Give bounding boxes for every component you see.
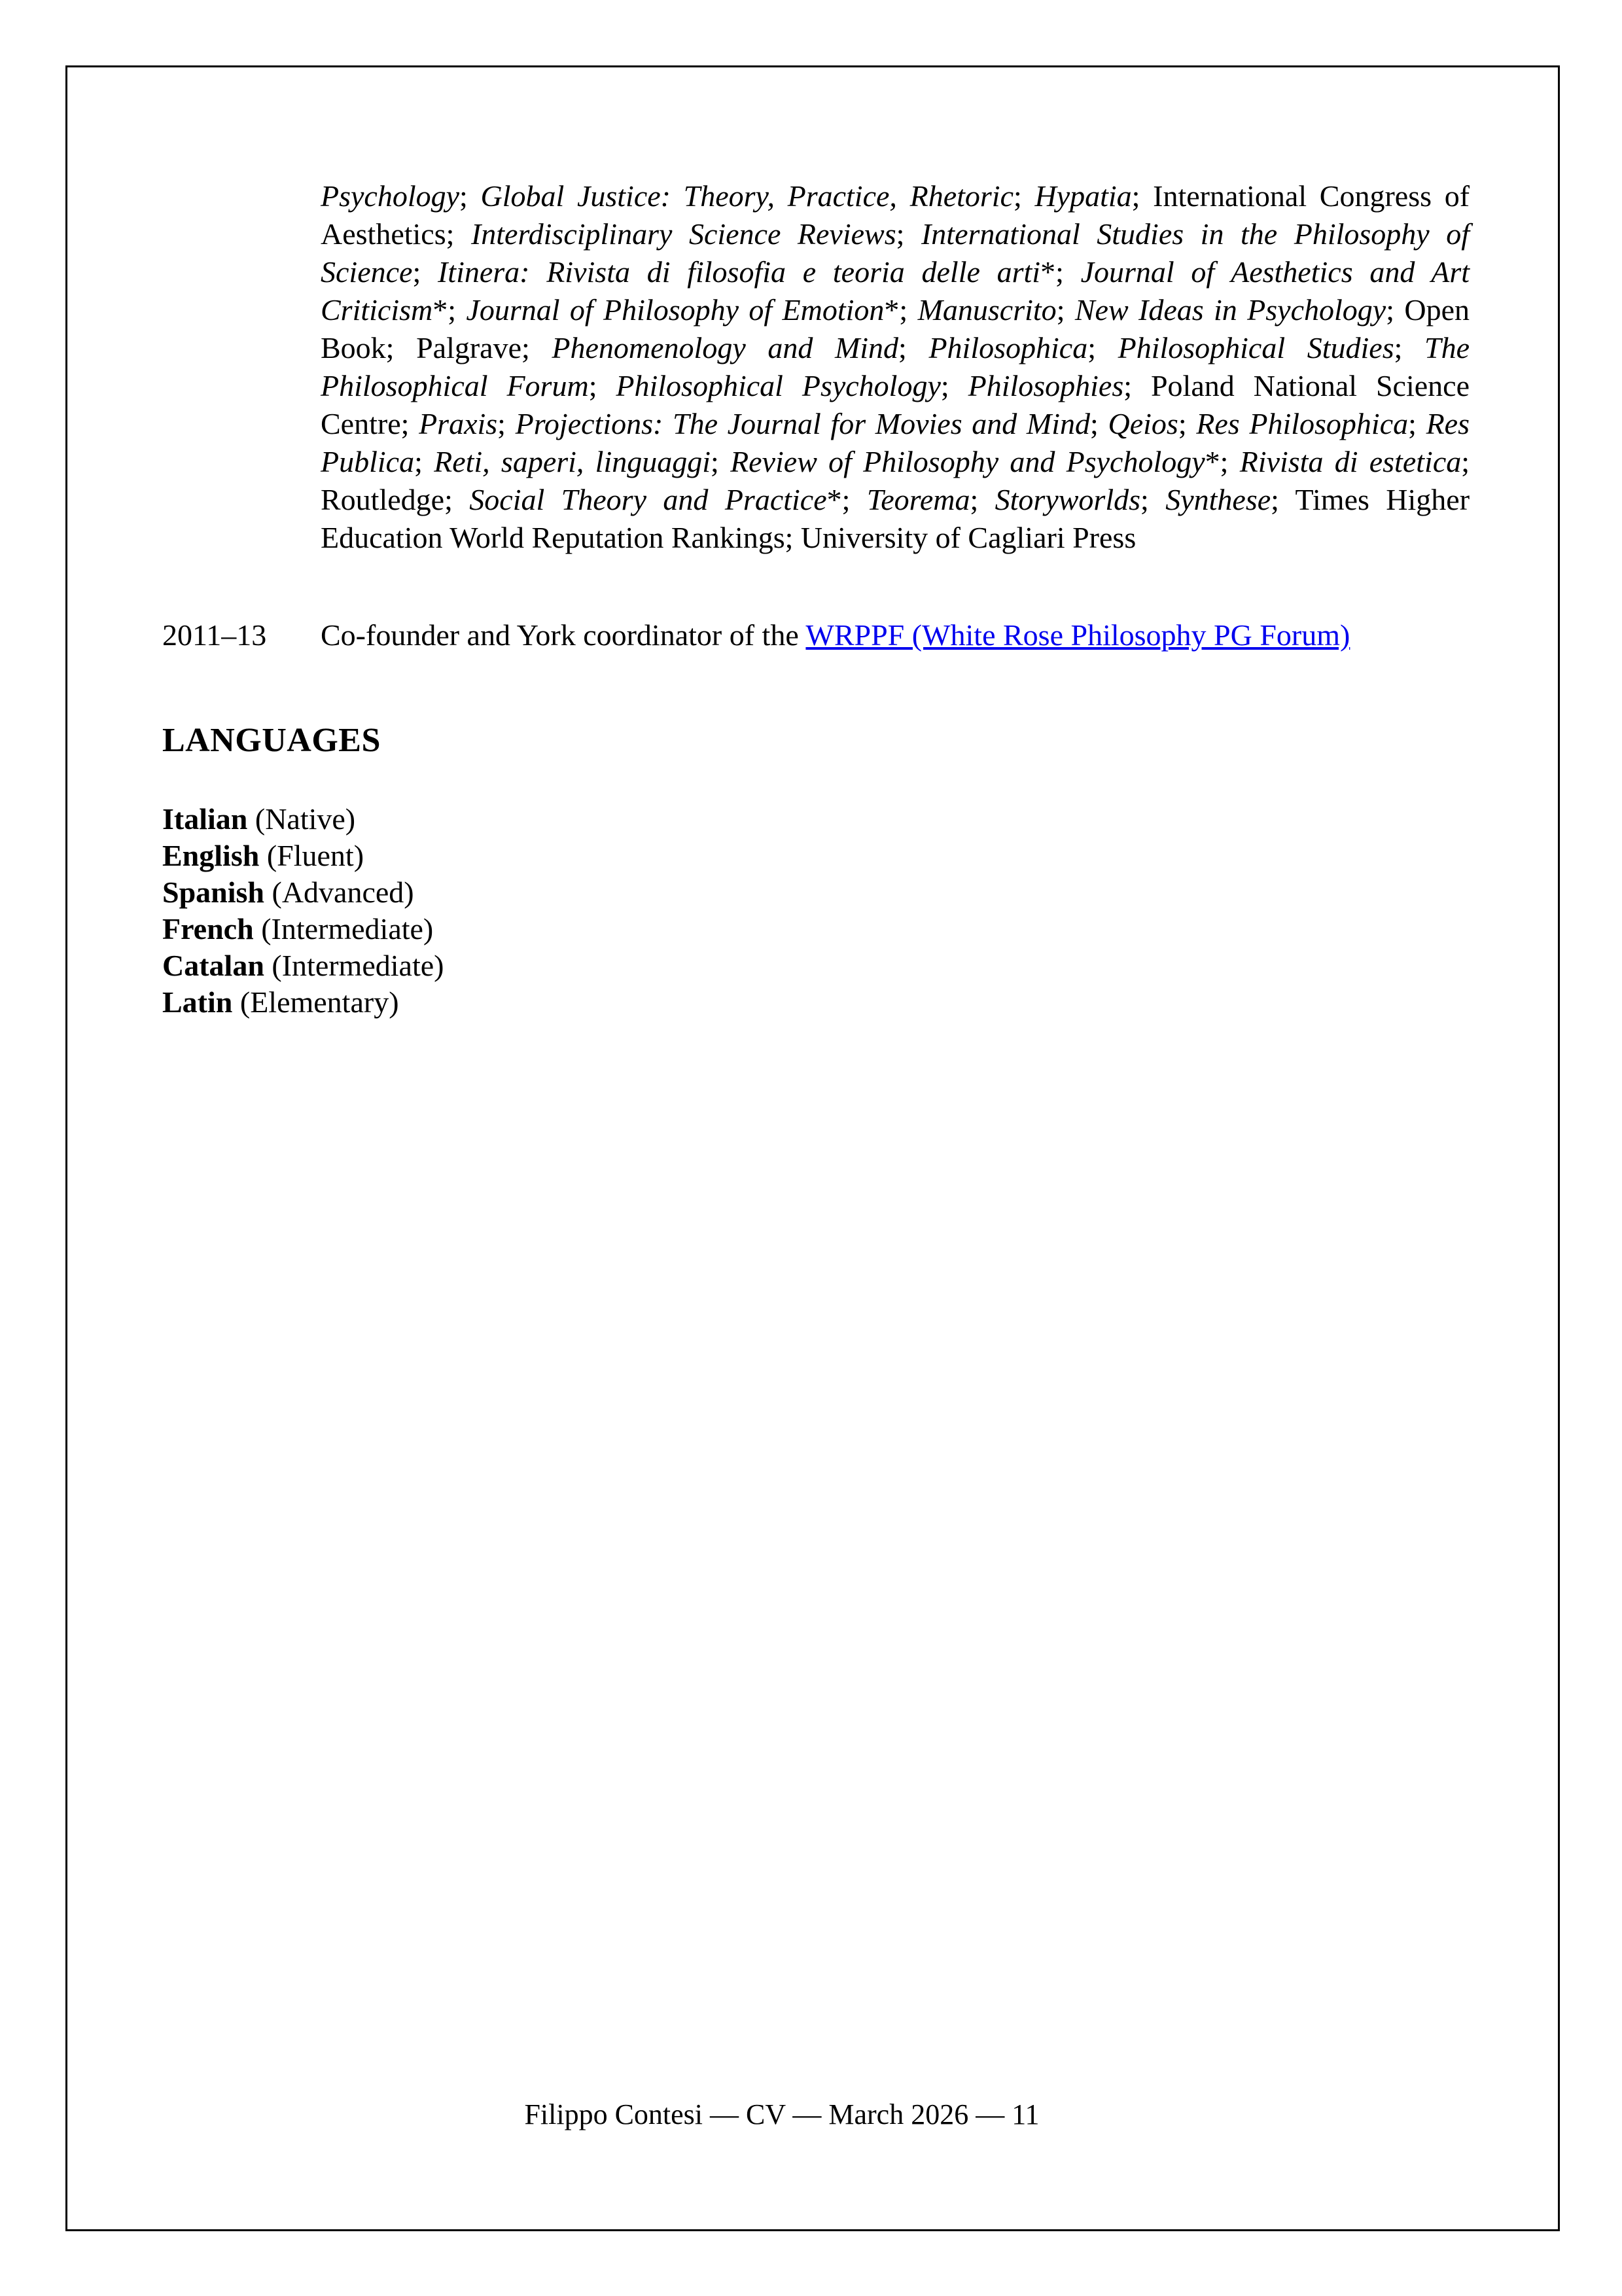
language-item bbox=[162, 801, 444, 838]
language-level: (Fluent) bbox=[266, 839, 364, 872]
language-level: (Advanced) bbox=[272, 875, 414, 909]
language-level: (Elementary) bbox=[239, 985, 399, 1019]
language-name: Catalan bbox=[162, 949, 264, 982]
language-item bbox=[162, 911, 444, 947]
service-entry-row bbox=[162, 616, 1510, 654]
language-level: (Intermediate) bbox=[272, 949, 444, 982]
language-item bbox=[162, 838, 444, 874]
language-name: Spanish bbox=[162, 875, 265, 909]
page-footer: Filippo Contesi — CV — March 2026 — 11 bbox=[524, 2098, 1040, 2130]
language-name: Italian bbox=[162, 802, 248, 836]
language-item bbox=[162, 874, 444, 911]
language-item bbox=[162, 984, 444, 1021]
language-item bbox=[162, 947, 444, 984]
entry-description-prefix: Co-founder and York coordinator of the bbox=[321, 618, 806, 652]
entry-year-label: 2011–13 bbox=[162, 618, 267, 652]
language-name: English bbox=[162, 839, 260, 872]
language-level: (Native) bbox=[255, 802, 356, 836]
review-continuation-paragraph: Psychology; Global Justice: Theory, Practice, Rhetoric; Hypatia; International Congress of Aesthetics; Interdisciplinary Science Reviews; International Studies in the Philosophy of Science; Itinera: Rivista di filosofia e teoria delle arti*; Journal of Aesthetics and Art Criticism*; Journal of Philosophy of Emotion*; Manuscrito; New Ideas in Psychology; Open Book; Palgrave; Phenomenology and Mind; Philosophica; Philosophical Studies; The Philosophical Forum; Philosophical Psychology; Philosophies; Poland National Science Centre; Praxis; Projections: The Journal for Movies and Mind; Qeios; Res Philosophica; Res Publica; Reti, saperi, linguaggi; Review of Philosophy and Psychology*; Rivista di estetica; Routledge; Social Theory and Practice*; Teorema; Storyworlds; Synthese; Times Higher Education World Reputation Rankings; University of Cagliari Press bbox=[321, 179, 1470, 554]
wrppf-link[interactable]: WRPPF (White Rose Philosophy PG Forum) bbox=[805, 618, 1350, 652]
language-level: (Intermediate) bbox=[261, 912, 434, 945]
language-name: Latin bbox=[162, 985, 233, 1019]
language-name: French bbox=[162, 912, 254, 945]
entry-description bbox=[321, 616, 1350, 654]
languages-section-heading: LANGUAGES bbox=[162, 722, 381, 759]
languages-list bbox=[162, 801, 444, 1021]
